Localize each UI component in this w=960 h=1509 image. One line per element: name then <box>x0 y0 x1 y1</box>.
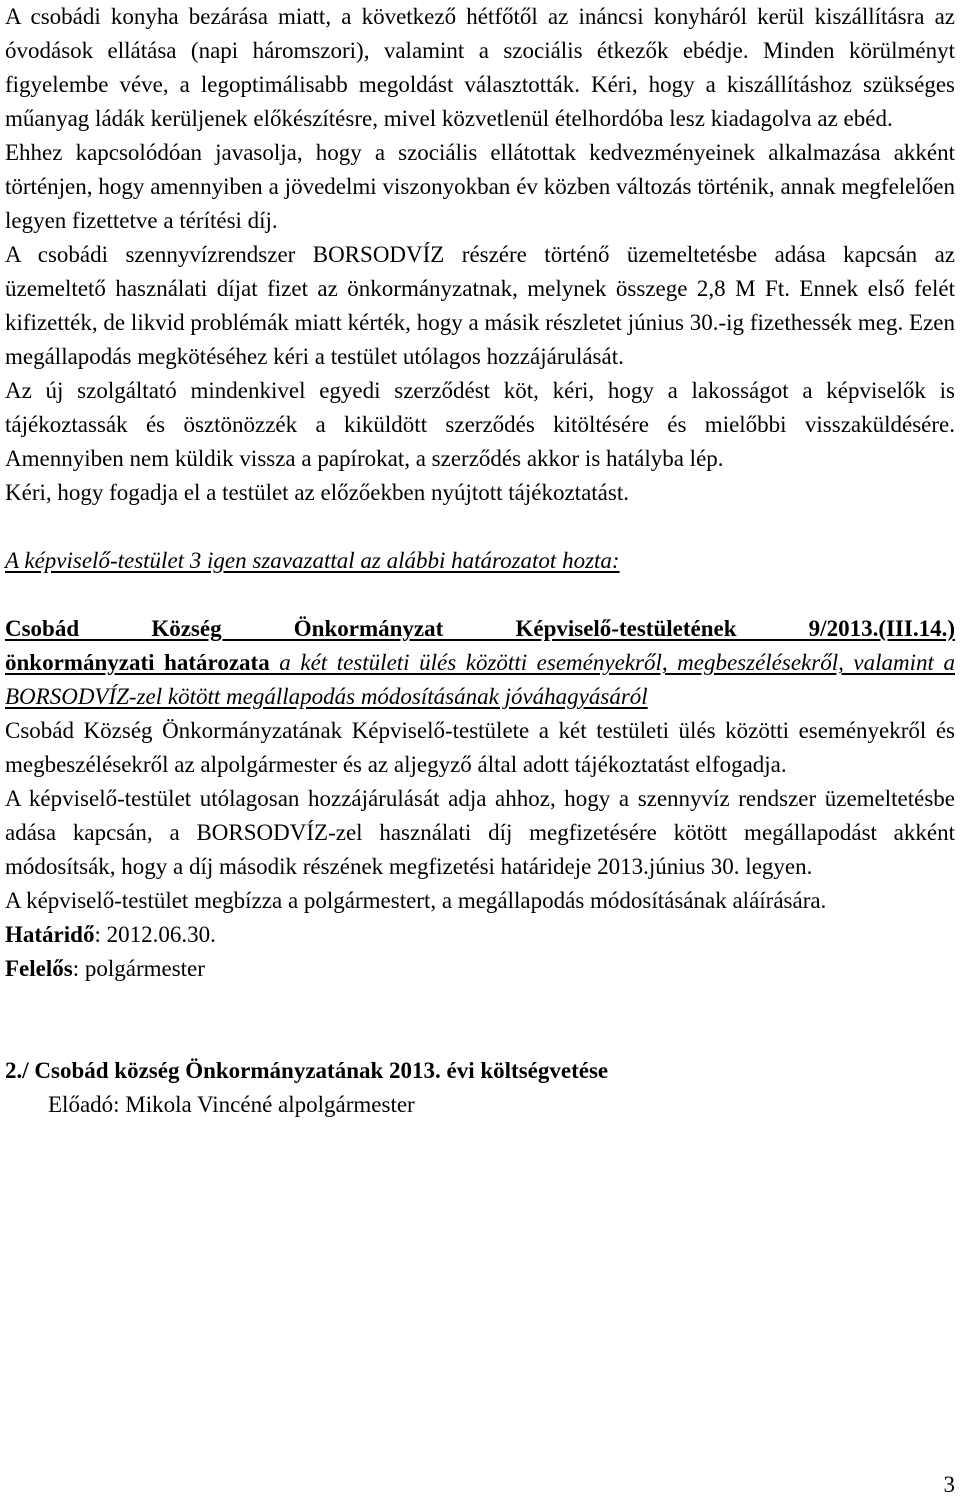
spacer <box>5 1020 955 1054</box>
paragraph-kitchen-closure: A csobádi konyha bezárása miatt, a következő hétfőtől az ináncsi konyháról kerül kiszállításra az óvodások ellátása (napi háromszori), valamint a szociális étkezők ebédje. Minden körülményt figyelembe véve, a legoptimálisabb megoldást választották. Kéri, hogy a kiszállításhoz szükséges műanyag ládák kerüljenek előkészítésre, mivel közvetlenül ételhordóba lesz kiadagolva az ebéd. <box>5 4 955 131</box>
paragraph-social-benefits: Ehhez kapcsolódóan javasolja, hogy a szociális ellátottak kedvezményeinek alkalmazása akként történjen, hogy amennyiben a jövedelmi viszonyokban év közben változás történik, annak megfelelően legyen fizettetve a térítési díj. <box>5 140 955 233</box>
spacer <box>5 578 955 612</box>
spacer <box>5 510 955 544</box>
agenda-item-title: 2./ Csobád község Önkormányzatának 2013. évi költségvetése <box>5 1058 609 1083</box>
resolution-responsible <box>5 952 955 986</box>
document-page <box>5 0 955 1509</box>
resolution-type: önkormányzati határozata <box>5 650 270 675</box>
resolution-number: Csobád Község Önkormányzat Képviselő-testületének 9/2013.(III.14.) <box>5 616 955 641</box>
paragraph-sewage-system: A csobádi szennyvízrendszer BORSODVÍZ részére történő üzemeltetésbe adása kapcsán az üzemeltető használati díjat fizet az önkormányzatnak, melynek összege 2,8 M Ft. Ennek első felét kifizették, de likvid problémák miatt kérték, hogy a másik részletet június 30.-ig fizethessék meg. Ezen megállapodás megkötéséhez kéri a testület utólagos hozzájárulását. <box>5 242 955 369</box>
resolution-heading-subject <box>5 646 955 714</box>
deadline-label: Határidő <box>5 922 95 947</box>
paragraph-request-acceptance: Kéri, hogy fogadja el a testület az előzőekben nyújtott tájékoztatást. <box>5 480 629 505</box>
resolution-body-consent: A képviselő-testület utólagosan hozzájárulását adja ahhoz, hogy a szennyvíz rendszer üzemeltetésbe adása kapcsán, a BORSODVÍZ-zel használati díj megfizetésére kötött megállapodást akként módosítsák, hogy a díj második részének megfizetési határideje 2013.június 30. legyen. <box>5 786 955 879</box>
responsible-label: Felelős <box>5 956 73 981</box>
resolution-body-accept: Csobád Község Önkormányzatának Képviselő-testülete a két testületi ülés közötti eseményekről és megbeszélésekről az alpolgármester és az aljegyző által adott tájékoztatást elfogadja. <box>5 718 955 777</box>
page-number: 3 <box>943 1472 955 1497</box>
resolution-body-authorize: A képviselő-testület megbízza a polgármestert, a megállapodás módosításának aláírására. <box>5 888 827 913</box>
resolution-deadline <box>5 918 955 952</box>
vote-statement <box>5 544 955 578</box>
deadline-value: : 2012.06.30. <box>94 922 216 947</box>
resolution-subject: a két testületi ülés közötti eseményekről, megbeszélésekről, valamint a BORSODVÍZ-zel kötött megállapodás módosításának jóváhagyásáról <box>5 650 955 709</box>
vote-text: A képviselő-testület 3 igen szavazattal az alábbi határozatot hozta: <box>5 548 620 573</box>
agenda-item-presenter: Előadó: Mikola Vincéné alpolgármester <box>48 1092 415 1117</box>
spacer <box>5 986 955 1020</box>
responsible-value: : polgármester <box>72 956 205 981</box>
paragraph-new-provider: Az új szolgáltató mindenkivel egyedi szerződést köt, kéri, hogy a lakosságot a képviselők is tájékoztassák és ösztönözzék a kiküldött szerződés kitöltésére és mielőbbi visszaküldésére. Amennyiben nem küldik vissza a papírokat, a szerződés akkor is hatályba lép. <box>5 378 955 471</box>
resolution-heading-line1 <box>5 612 955 646</box>
